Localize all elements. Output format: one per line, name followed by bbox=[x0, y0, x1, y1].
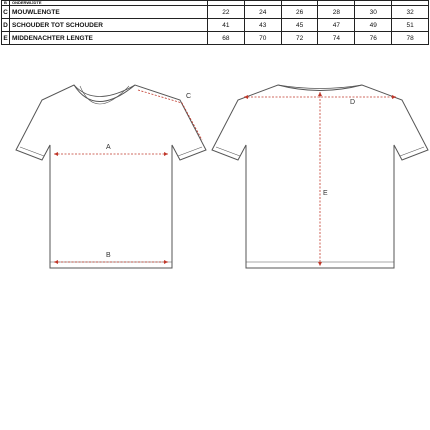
table-cell: 47 bbox=[318, 19, 355, 32]
label-c: C bbox=[186, 93, 192, 100]
size-table bbox=[1, 0, 429, 45]
table-cell: 24 bbox=[244, 6, 281, 19]
row-name: SCHOUDER TOT SCHOUDER bbox=[10, 19, 208, 32]
table-cell: 72 bbox=[281, 32, 318, 45]
row-name: ONDERWIJDTE bbox=[10, 1, 208, 6]
table-row bbox=[2, 32, 429, 45]
row-name: MOUWLENGTE bbox=[10, 6, 208, 19]
label-a: A bbox=[106, 144, 111, 151]
back-measurements bbox=[244, 92, 396, 266]
table-cell: 41 bbox=[208, 19, 245, 32]
table-cell: 45 bbox=[281, 19, 318, 32]
row-letter: D bbox=[2, 19, 10, 32]
table-row bbox=[2, 6, 429, 19]
table-cell: 68 bbox=[208, 32, 245, 45]
table-cell: 51 bbox=[392, 19, 429, 32]
row-letter: E bbox=[2, 32, 10, 45]
table-cell: 70 bbox=[244, 32, 281, 45]
measure-line-c bbox=[138, 90, 202, 140]
table-cell: 76 bbox=[355, 32, 392, 45]
table-cell: 28 bbox=[318, 6, 355, 19]
table-cell: 43 bbox=[244, 19, 281, 32]
table-cell: 49 bbox=[355, 19, 392, 32]
tshirt-front-outline bbox=[16, 85, 206, 268]
tshirt-diagrams bbox=[0, 72, 430, 292]
label-d: D bbox=[350, 99, 356, 106]
table-cell: 30 bbox=[355, 6, 392, 19]
table-cell: 32 bbox=[392, 6, 429, 19]
table-cell: 22 bbox=[208, 6, 245, 19]
table-row bbox=[2, 19, 429, 32]
label-b: B bbox=[106, 252, 111, 259]
table-cell: 26 bbox=[281, 6, 318, 19]
row-letter: C bbox=[2, 6, 10, 19]
row-name: MIDDENACHTER LENGTE bbox=[10, 32, 208, 45]
table-cell: 74 bbox=[318, 32, 355, 45]
row-letter: B bbox=[2, 1, 10, 6]
front-measurements bbox=[54, 90, 202, 262]
label-e: E bbox=[323, 190, 328, 197]
table-cell: 78 bbox=[392, 32, 429, 45]
